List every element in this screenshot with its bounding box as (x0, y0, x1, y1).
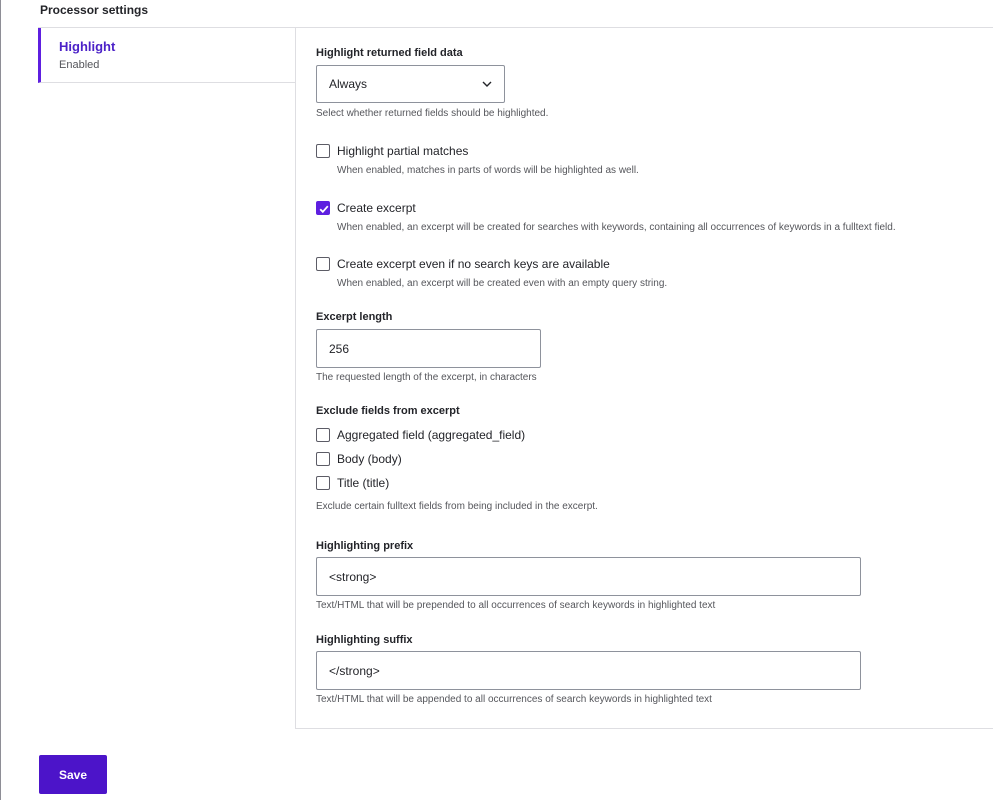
prefix-input[interactable] (316, 557, 861, 596)
excerpt-length-input[interactable] (316, 329, 541, 368)
excerpt-length-value: 256 (329, 341, 350, 356)
highlight-returned-label: Highlight returned field data (316, 47, 463, 59)
checkmark-icon (318, 203, 330, 215)
window-left-border (0, 0, 1, 800)
suffix-description: Text/HTML that will be appended to all occurrences of search keywords in highlighted text (316, 694, 712, 705)
highlight-partial-label[interactable]: Highlight partial matches (337, 144, 469, 158)
exclude-fields-label: Exclude fields from excerpt (316, 405, 460, 417)
exclude-aggregated-checkbox[interactable] (316, 428, 330, 442)
excerpt-length-label: Excerpt length (316, 311, 393, 323)
exclude-aggregated-label[interactable]: Aggregated field (aggregated_field) (337, 428, 526, 442)
chevron-down-icon (482, 79, 492, 89)
highlight-returned-description: Select whether returned fields should be highlighted. (316, 108, 549, 119)
create-excerpt-description: When enabled, an excerpt will be created for searches with keywords, containing all occurrences of keywords in a fulltext field. (337, 222, 896, 233)
create-excerpt-checkbox[interactable] (316, 201, 330, 215)
vertical-tab-title: Highlight (59, 39, 116, 54)
prefix-value: <strong> (329, 569, 377, 584)
prefix-label: Highlighting prefix (316, 540, 414, 552)
highlight-returned-value: Always (329, 77, 368, 91)
create-excerpt-empty-label[interactable]: Create excerpt even if no search keys are available (337, 257, 610, 271)
create-excerpt-label[interactable]: Create excerpt (337, 201, 416, 215)
create-excerpt-empty-description: When enabled, an excerpt will be created even with an empty query string. (337, 278, 668, 289)
highlight-partial-checkbox[interactable] (316, 144, 330, 158)
vertical-tab-summary: Enabled (59, 59, 100, 71)
highlight-partial-description: When enabled, matches in parts of words will be highlighted as well. (337, 165, 639, 176)
create-excerpt-empty-checkbox[interactable] (316, 257, 330, 271)
suffix-label: Highlighting suffix (316, 634, 413, 646)
exclude-body-checkbox[interactable] (316, 452, 330, 466)
exclude-title-checkbox[interactable] (316, 476, 330, 490)
excerpt-length-description: The requested length of the excerpt, in characters (316, 372, 537, 383)
highlight-returned-select[interactable] (316, 65, 505, 103)
prefix-description: Text/HTML that will be prepended to all occurrences of search keywords in highlighted text (316, 600, 716, 611)
save-button[interactable]: Save (39, 755, 107, 794)
suffix-value: </strong> (329, 663, 380, 678)
exclude-fields-description: Exclude certain fulltext fields from being included in the excerpt. (316, 501, 598, 512)
vertical-tab-highlight[interactable] (38, 28, 296, 83)
exclude-body-label[interactable]: Body (body) (337, 452, 402, 466)
suffix-input[interactable] (316, 651, 861, 690)
section-title: Processor settings (40, 3, 149, 17)
exclude-title-label[interactable]: Title (title) (337, 476, 390, 490)
